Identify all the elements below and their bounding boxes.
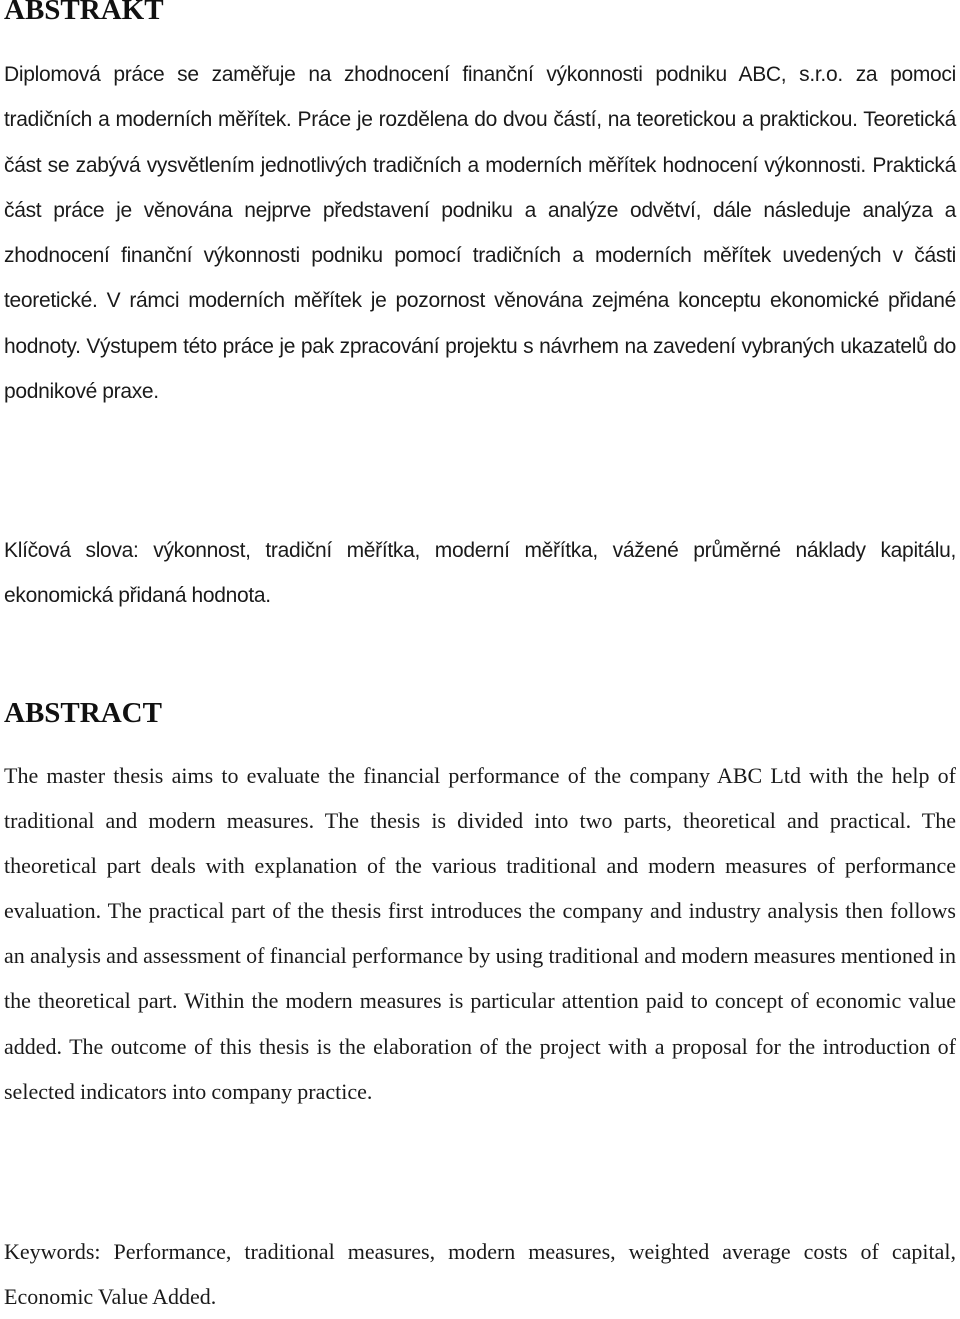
english-abstract-heading: ABSTRACT (4, 697, 162, 729)
czech-abstract-heading: ABSTRAKT (4, 0, 164, 26)
czech-abstract-text: Diplomová práce se zaměřuje na zhodnocení finanční výkonnosti podniku ABC, s.r.o. za pomoci tradičních a moderních měřítek. Práce je rozdělena do dvou částí, na teoretickou a praktickou. Teoretická část se zabývá vysvětlením jednotlivých tradičních a moderních měřítek hodnocení výkonnosti. Praktická část práce je věnována nejprve představení podniku a analýze odvětví, dále následuje analýza a zhodnocení finanční výkonnosti podniku pomocí tradičních a moderních měřítek uvedených v části teoretické. V rámci moderních měřítek je pozornost věnována zejména konceptu ekonomické přidané hodnoty. Výstupem této práce je pak zpracování projektu s návrhem na zavedení vybraných ukazatelů do podnikové praxe. (4, 63, 956, 404)
english-abstract-text: The master thesis aims to evaluate the financial performance of the company ABC Ltd with the help of traditional and modern measures. The thesis is divided into two parts, theoretical and practical. The theoretical part deals with explanation of the various traditional and modern measures of performance evaluation. The practical part of the thesis first introduces the company and industry analysis then follows an analysis and assessment of financial performance by using traditional and modern measures mentioned in the theoretical part. Within the modern measures is particular attention paid to concept of economic value added. The outcome of this thesis is the elaboration of the project with a proposal for the introduction of selected indicators into company practice. (4, 763, 956, 1104)
english-keywords: Keywords: Performance, traditional measures, modern measures, weighted average costs of capital, Economic Value Added. (4, 1239, 956, 1310)
czech-keywords: Klíčová slova: výkonnost, tradiční měřítka, moderní měřítka, vážené průměrné náklady kapitálu, ekonomická přidaná hodnota. (4, 539, 956, 608)
